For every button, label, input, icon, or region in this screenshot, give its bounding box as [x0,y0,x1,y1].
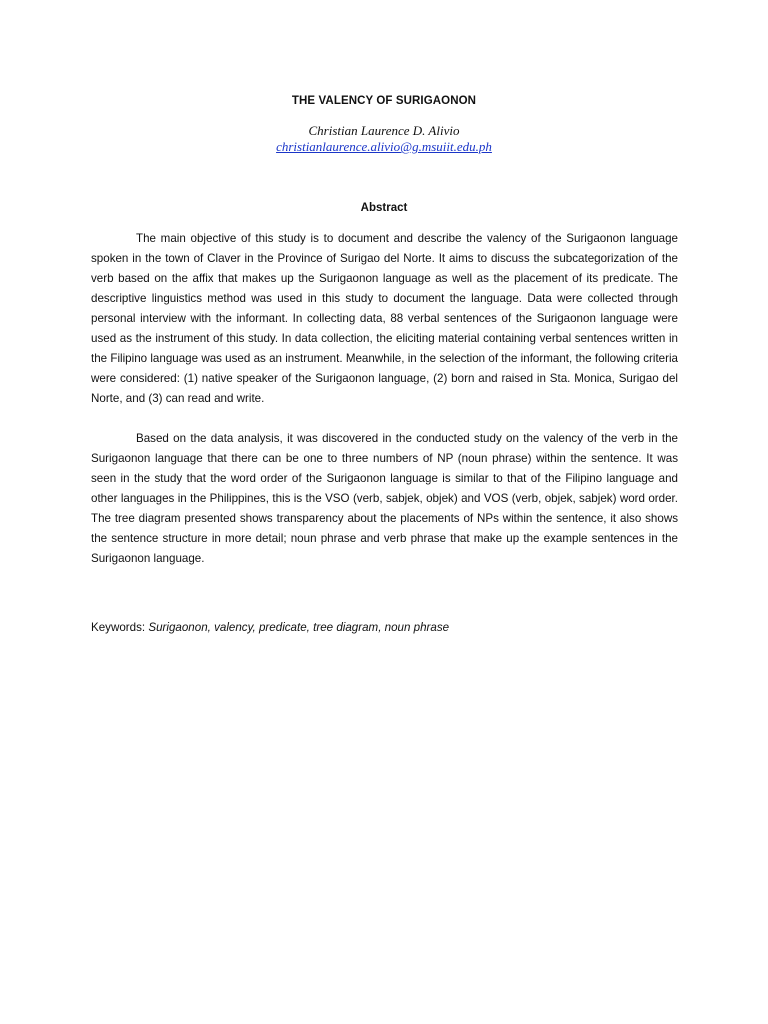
author-email-line [0,139,768,155]
abstract-paragraph-2: Based on the data analysis, it was discovered in the conducted study on the valency of the verb in the Surigaonon language that there can be one to three numbers of NP (noun phrase) within the sentence. It was seen in the study that the word order of the Surigaonon language is similar to that of the Filipino language and other languages in the Philippines, this is the VSO (verb, sabjek, objek) and VOS (verb, objek, sabjek) word order. The tree diagram presented shows transparency about the placements of NPs within the sentence, it also shows the sentence structure in more detail; noun phrase and verb phrase that make up the example sentences in the Surigaonon language. [91,432,678,565]
keywords-values: Surigaonon, valency, predicate, tree diagram, noun phrase [145,621,450,634]
paper-title: THE VALENCY OF SURIGAONON [291,95,477,107]
author-email-link[interactable]: christianlaurence.alivio@g.msuiit.edu.ph [276,139,492,154]
author-name: Christian Laurence D. Alivio [308,123,460,138]
abstract-paragraph-1: The main objective of this study is to document and describe the valency of the Surigaonon language spoken in the town of Claver in the Province of Surigao del Norte. It aims to discuss the subcategorization of the verb based on the affix that makes up the Surigaonon language as well as the placement of its predicate. The descriptive linguistics method was used in this study to document the language. Data were collected through personal interview with the informant. In collecting data, 88 verbal sentences of the Surigaonon language were used as the instrument of this study. In data collection, the eliciting material containing verbal sentences written in the Filipino language was used as an instrument. Meanwhile, in the selection of the informant, the following criteria were considered: (1) native speaker of the Surigaonon language, (2) born and raised in Sta. Monica, Surigao del Norte, and (3) can read and write. [91,232,678,405]
abstract-heading: Abstract [360,202,408,214]
keywords-line [91,619,678,637]
keywords-label: Keywords: [91,621,146,634]
